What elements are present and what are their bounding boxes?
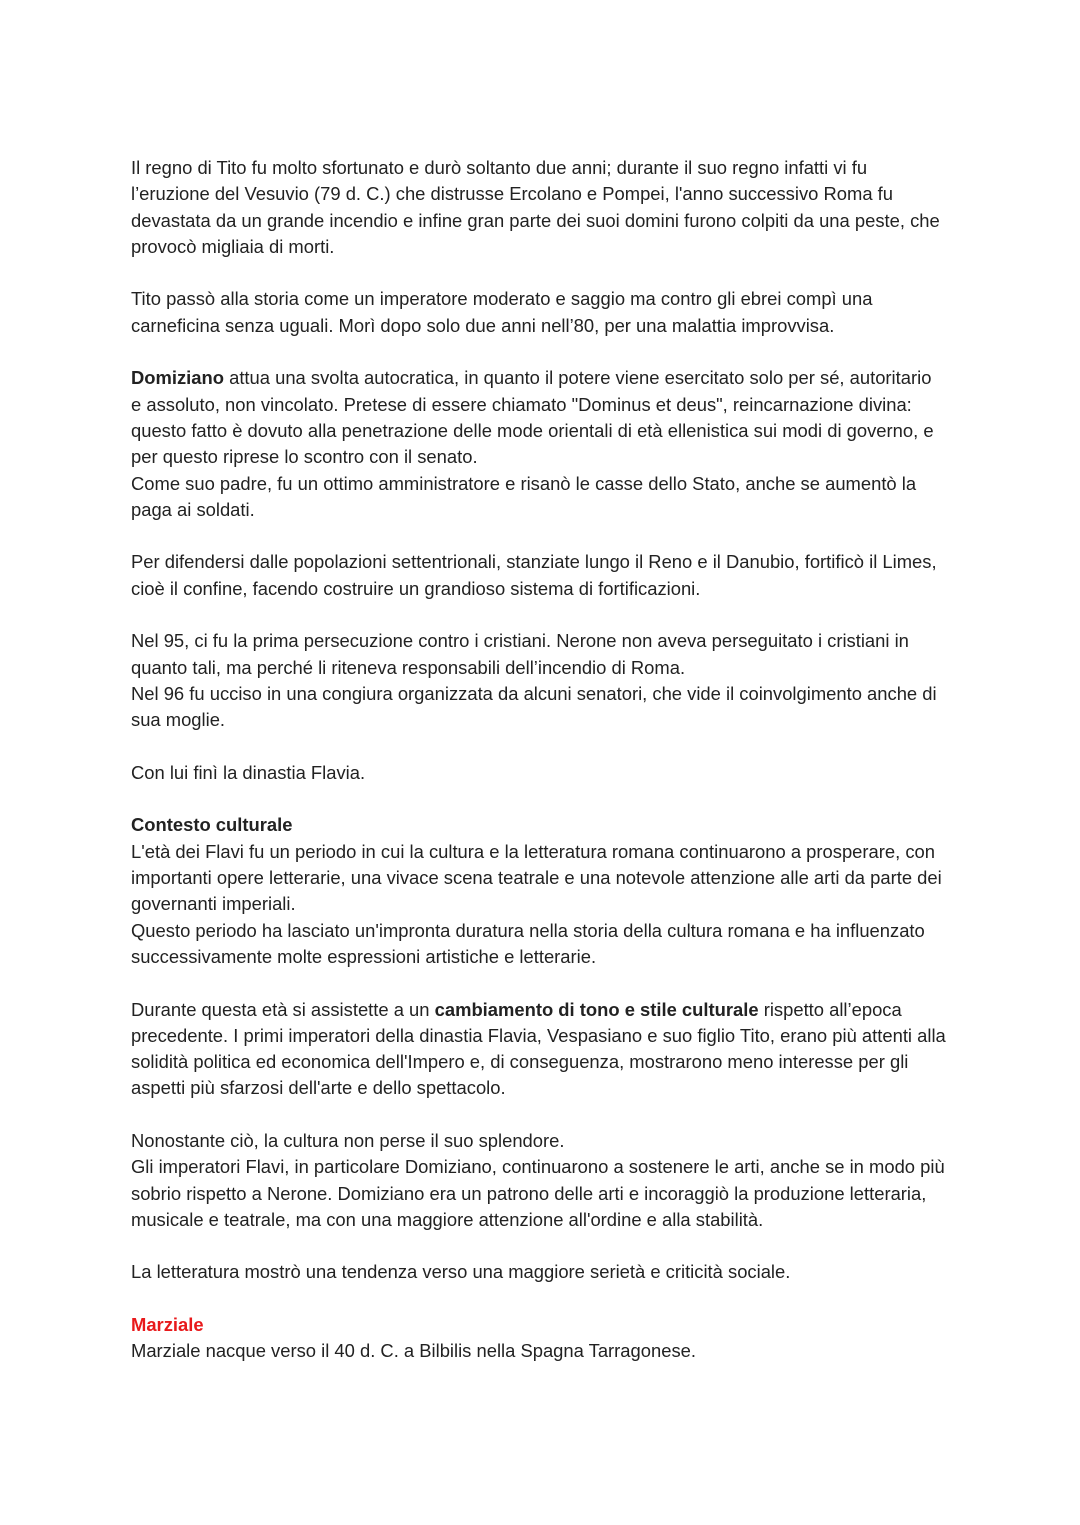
paragraph-limes: Per difendersi dalle popolazioni settentrionali, stanziate lungo il Reno e il Danubio, fortificò il Limes, cioè il confine, facendo costruire un grandioso sistema di fortificazioni. [131, 551, 937, 599]
domiziano-text: attua una svolta autocratica, in quanto il potere viene esercitato solo per sé, autoritario e assoluto, non vincolato. Pretese di essere chiamato "Dominus et deus", reincarnazione divina: questo fatto è dovuto alla penetrazione delle mode orientali di età ellenistica sui modi di governo, e per questo riprese lo scontro con il senato. [131, 367, 934, 468]
paragraph-marziale: Marziale nacque verso il 40 d. C. a Bilbilis nella Spagna Tarragonese. [131, 1340, 696, 1362]
paragraph-assassination: Nel 96 fu ucciso in una congiura organizzata da alcuni senatori, che vide il coinvolgimento anche di sua moglie. [131, 682, 937, 731]
paragraph-domiziano-admin: Come suo padre, fu un ottimo amministratore e risanò le casse dello Stato, anche se aumentò la paga ai soldati. [131, 472, 917, 520]
heading-contesto-culturale: Contesto culturale [131, 814, 293, 836]
paragraph-cambiamento [131, 997, 946, 1102]
paragraph-tito-legacy: Tito passò alla storia come un imperatore moderato e saggio ma contro gli ebrei compì una carneficina senza uguali. Morì dopo solo due anni nell’80, per una malattia improvvisa. [131, 288, 873, 336]
paragraph-persecution: Nel 95, ci fu la prima persecuzione contro i cristiani. Nerone non aveva perseguitato i cristiani in quanto tali, ma perché li riteneva responsabili dell’incendio di Roma. [131, 630, 909, 678]
paragraph-contesto-1: L'età dei Flavi fu un periodo in cui la cultura e la letteratura romana continuarono a prosperare, con importanti opere letterarie, una vivace scena teatrale e una notevole attenzione alle arti da parte dei governanti imperiali. [131, 840, 942, 915]
paragraph-letteratura: La letteratura mostrò una tendenza verso una maggiore serietà e criticità sociale. [131, 1261, 791, 1283]
cambiamento-before: Durante questa età si assistette a un [131, 998, 435, 1020]
domiziano-name: Domiziano [131, 367, 224, 389]
paragraph-nonostante-1: Nonostante ciò, la cultura non perse il suo splendore. [131, 1129, 565, 1151]
document-body [131, 155, 946, 1365]
paragraph-nonostante-2: Gli imperatori Flavi, in particolare Domiziano, continuarono a sostenere le arti, anche se in modo più sobrio rispetto a Nerone. Domiziano era un patrono delle arti e incoraggiò la produzione letteraria, musicale e teatrale, ma con una maggiore attenzione all'ordine e alla stabilità. [131, 1156, 945, 1230]
paragraph-end-dynasty: Con lui finì la dinastia Flavia. [131, 761, 366, 783]
cambiamento-bold: cambiamento di tono e stile culturale [434, 998, 759, 1020]
paragraph-contesto-2: Questo periodo ha lasciato un'impronta duratura nella storia della cultura romana e ha influenzato successivamente molte espressioni artistiche e letterarie. [131, 919, 925, 967]
paragraph-domiziano [131, 365, 946, 470]
heading-marziale: Marziale [131, 1314, 204, 1336]
paragraph-tito-reign: Il regno di Tito fu molto sfortunato e durò soltanto due anni; durante il suo regno infatti vi fu l’eruzione del Vesuvio (79 d. C.) che distrusse Ercolano e Pompei, l'anno successivo Roma fu devastata da un grande incendio e infine gran parte dei suoi domini furono colpiti da una peste, che provocò migliaia di morti. [131, 157, 940, 257]
cambiamento-after: rispetto all’epoca precedente. I primi imperatori della dinastia Flavia, Vespasiano e suo figlio Tito, erano più attenti alla solidità politica ed economica dell'Impero e, di conseguenza, mostrarono meno interesse per gli aspetti più sfarzosi dell'arte e dello spettacolo. [131, 998, 946, 1099]
